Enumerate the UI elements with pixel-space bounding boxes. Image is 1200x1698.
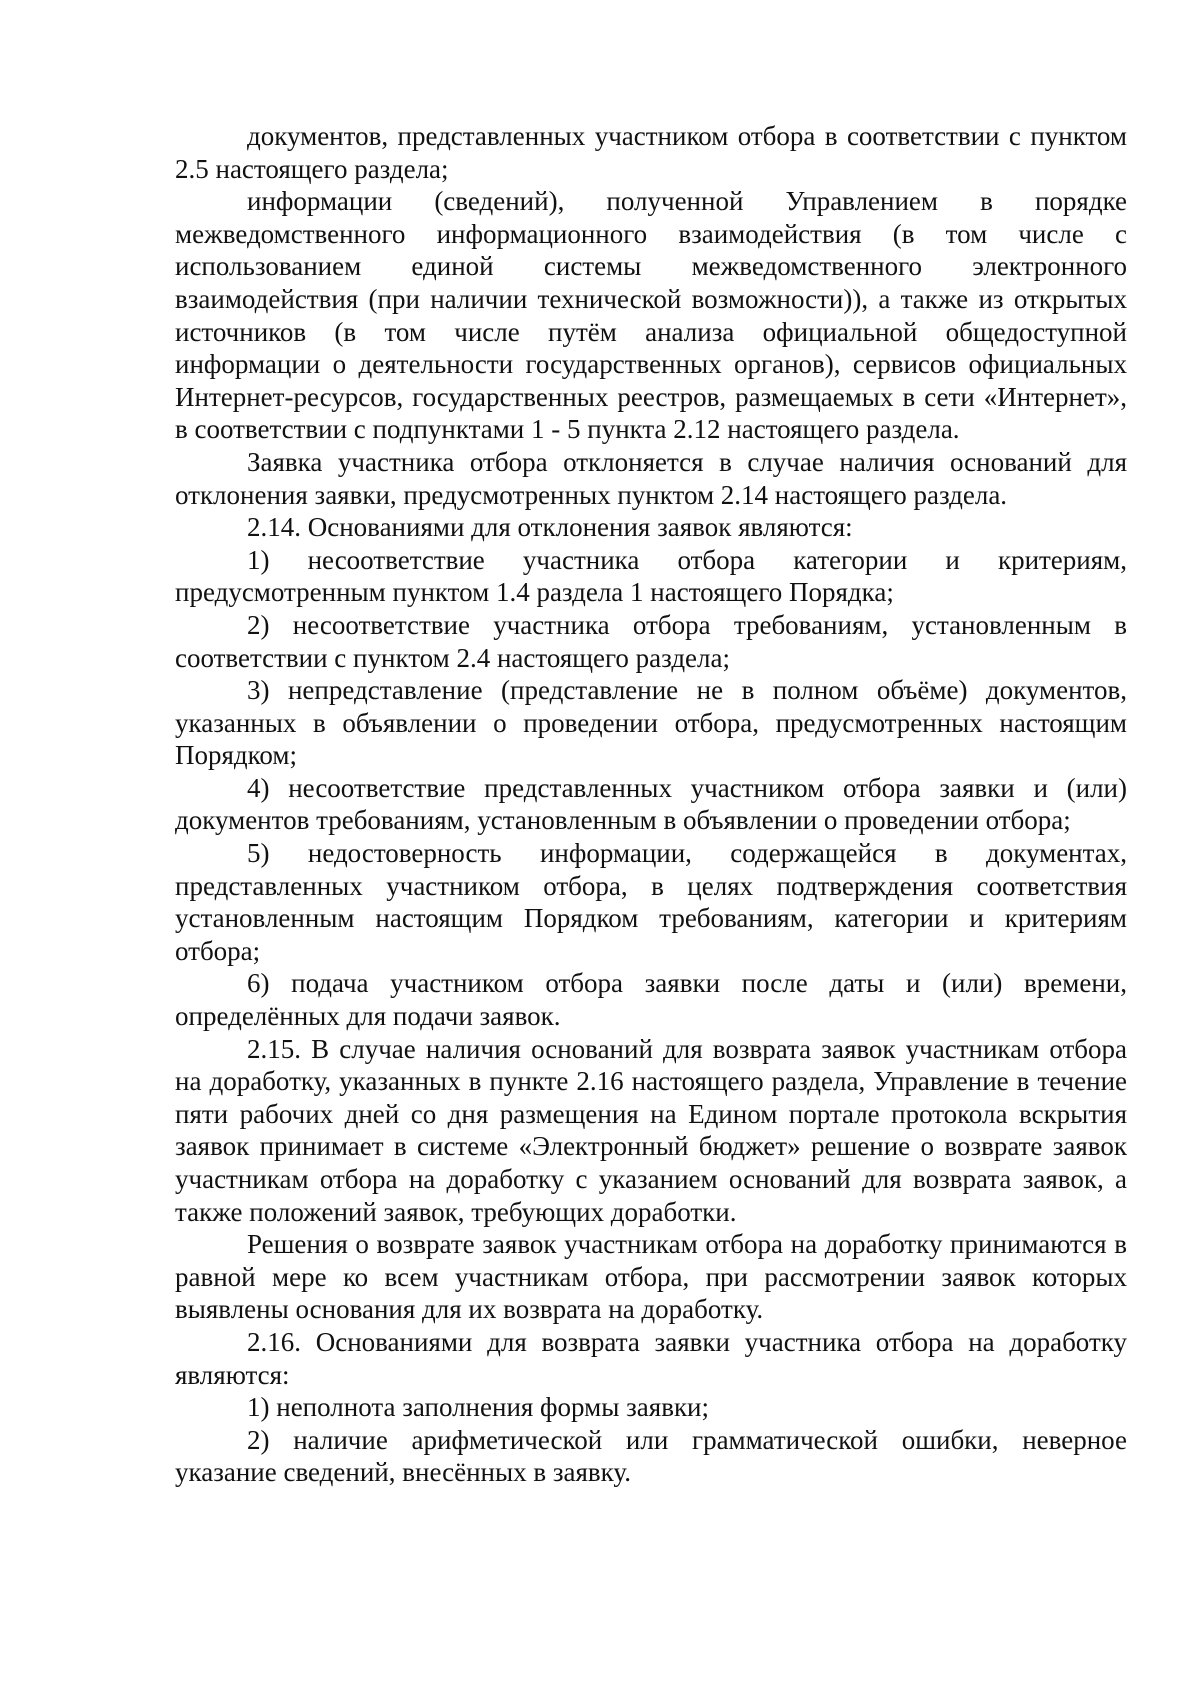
- clause-2-14-item-3: 3) непредставление (представление не в полном объёме) документов, указанных в объявлении о проведении отбора, предусмотренных настоящим Порядком;: [175, 675, 1127, 771]
- clause-2-14-item-6: 6) подача участником отбора заявки после даты и (или) времени, определённых для подачи заявок.: [175, 968, 1127, 1032]
- clause-2-16-item-1: 1) неполнота заполнения формы заявки;: [247, 1392, 710, 1423]
- clause-2-15: 2.15. В случае наличия оснований для возврата заявок участникам отбора на доработку, указанных в пункте 2.16 настоящего раздела, Управление в течение пяти рабочих дней со дня размещения на Едином портале протокола вскрытия заявок принимает в системе «Электронный бюджет» решение о возврате заявок участникам отбора на доработку с указанием оснований для возврата заявок, а также положений заявок, требующих доработки.: [175, 1033, 1127, 1227]
- paragraph-return-decisions: Решения о возврате заявок участникам отбора на доработку принимаются в равной мере ко всем участникам отбора, при рассмотрении заявок которых выявлены основания для их возврата на доработку.: [175, 1229, 1127, 1325]
- document-body: [175, 120, 1127, 1489]
- clause-2-14-item-4: 4) несоответствие представленных участником отбора заявки и (или) документов требованиям, установленным в объявлении о проведении отбора;: [175, 772, 1127, 836]
- clause-2-16-heading: 2.16. Основаниями для возврата заявки участника отбора на доработку являются:: [175, 1326, 1127, 1390]
- clause-2-14-item-1: 1) несоответствие участника отбора категории и критериям, предусмотренным пунктом 1.4 раздела 1 настоящего Порядка;: [175, 544, 1127, 608]
- clause-2-14-heading: 2.14. Основаниями для отклонения заявок являются:: [247, 512, 853, 543]
- paragraph-rejection: Заявка участника отбора отклоняется в случае наличия оснований для отклонения заявки, предусмотренных пунктом 2.14 настоящего раздела.: [175, 446, 1127, 510]
- paragraph-information: информации (сведений), полученной Управлением в порядке межведомственного информационного взаимодействия (в том числе с использованием единой системы межведомственного электронного взаимодействия (при наличии технической возможности)), а также из открытых источников (в том числе путём анализа официальной общедоступной информации о деятельности государственных органов), сервисов официальных Интернет-ресурсов, государственных реестров, размещаемых в сети «Интернет», в соответствии с подпунктами 1 - 5 пункта 2.12 настоящего раздела.: [175, 186, 1127, 445]
- paragraph-documents: документов, представленных участником отбора в соответствии с пунктом 2.5 настоящего раздела;: [175, 121, 1127, 184]
- clause-2-14-item-2: 2) несоответствие участника отбора требованиям, установленным в соответствии с пунктом 2.4 настоящего раздела;: [175, 609, 1127, 673]
- clause-2-14-item-5: 5) недостоверность информации, содержащейся в документах, представленных участником отбора, в целях подтверждения соответствия установленным настоящим Порядком требованиям, категории и критериям отбора;: [175, 838, 1127, 966]
- clause-2-16-item-2: 2) наличие арифметической или грамматической ошибки, неверное указание сведений, внесённых в заявку.: [175, 1424, 1127, 1488]
